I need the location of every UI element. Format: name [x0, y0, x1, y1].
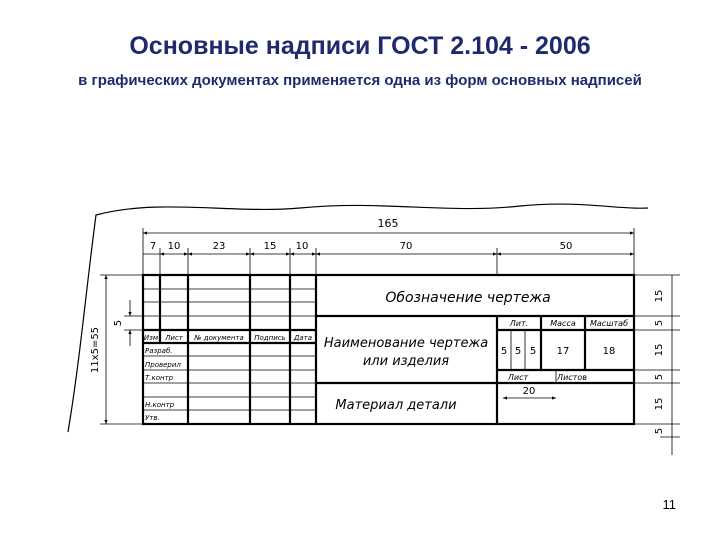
name-label-line1: Наименование чертежа [323, 336, 489, 351]
row-label-tkontr: Т.контр [145, 374, 174, 382]
dim-r-15c: 15 [654, 397, 665, 411]
designation-label: Обозначение чертежа [385, 290, 551, 306]
row-label-razrab: Разраб. [145, 347, 173, 355]
slide-subtitle: в графических документах применяется одна из форм основных надписей [78, 72, 642, 89]
left-header-sign: Подпись [254, 334, 286, 342]
dim-r-15b: 15 [654, 343, 665, 357]
left-header-date: Дата [293, 334, 313, 342]
name-label-line2: или изделия [362, 354, 450, 369]
dim-10a: 10 [167, 241, 181, 252]
scale-value: 18 [602, 346, 616, 357]
row-label-proveril: Проверил [145, 361, 181, 369]
dim-55: 11х5=55 [90, 326, 101, 374]
left-header-doc: № документа [194, 334, 244, 342]
row-label-utv: Утв. [145, 414, 160, 422]
dim-r-5a: 5 [654, 319, 665, 327]
dim-165: 165 [377, 217, 399, 230]
lit-header: Лит. [509, 319, 529, 328]
dim-15: 15 [263, 241, 277, 252]
mass-header: Масса [550, 319, 576, 328]
sheet-label: Лист [507, 373, 529, 382]
dim-10b: 10 [295, 241, 309, 252]
sheets-label: Листов [557, 373, 587, 382]
lit-cell-1: 5 [500, 346, 508, 357]
left-header-list: Лист [165, 334, 183, 342]
left-header-izm: Изм [143, 334, 159, 342]
slide-title: Основные надписи ГОСТ 2.104 - 2006 [129, 32, 591, 60]
dim-5-left: 5 [113, 319, 124, 327]
lit-cell-3: 5 [529, 346, 537, 357]
dim-70: 70 [399, 241, 413, 252]
dim-50: 50 [559, 241, 573, 252]
dim-r-5c: 5 [654, 427, 665, 435]
scale-header: Масштаб [589, 319, 629, 328]
dim-7: 7 [149, 241, 157, 252]
dim-r-15a: 15 [654, 289, 665, 303]
dim-23: 23 [212, 241, 226, 252]
dim-r-5b: 5 [654, 373, 665, 381]
lit-cell-2: 5 [514, 346, 522, 357]
sheet-width-dim: 20 [522, 386, 536, 397]
mass-value: 17 [556, 346, 570, 357]
left-dimensions [100, 275, 143, 424]
material-label: Материал детали [335, 398, 457, 413]
row-label-nkontr: Н.контр [145, 401, 175, 409]
page-number: 11 [662, 497, 676, 512]
